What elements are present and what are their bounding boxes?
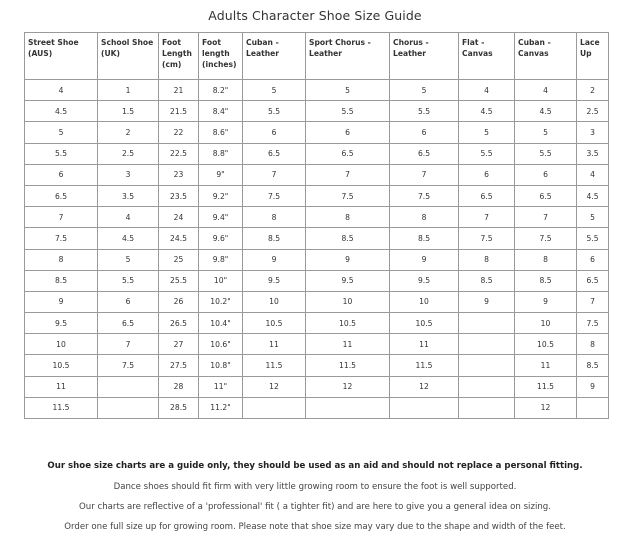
table-cell: 6 xyxy=(390,122,459,143)
table-cell: 10 xyxy=(243,291,306,312)
table-cell: 6 xyxy=(25,164,98,185)
table-cell: 9.2" xyxy=(199,185,243,206)
table-cell: 23 xyxy=(159,164,199,185)
table-cell: 9 xyxy=(577,376,609,397)
table-cell: 4 xyxy=(98,207,159,228)
table-row xyxy=(25,270,609,291)
table-cell: 5 xyxy=(306,80,390,101)
table-cell: 11.5 xyxy=(390,355,459,376)
table-cell: 11 xyxy=(306,334,390,355)
table-cell: 10.8" xyxy=(199,355,243,376)
table-cell: 11" xyxy=(199,376,243,397)
table-cell xyxy=(577,397,609,418)
table-cell: 9 xyxy=(25,291,98,312)
table-cell xyxy=(459,334,515,355)
table-cell xyxy=(306,397,390,418)
table-cell: 5.5 xyxy=(306,101,390,122)
table-cell: 10.5 xyxy=(306,313,390,334)
column-header: School Shoe (UK) xyxy=(98,33,159,80)
table-cell: 6.5 xyxy=(390,143,459,164)
table-row xyxy=(25,291,609,312)
column-header: Street Shoe (AUS) xyxy=(25,33,98,80)
table-row xyxy=(25,143,609,164)
table-cell: 25.5 xyxy=(159,270,199,291)
table-cell: 10.5 xyxy=(25,355,98,376)
table-row xyxy=(25,376,609,397)
page-title: Adults Character Shoe Size Guide xyxy=(208,8,422,23)
table-cell: 9.8" xyxy=(199,249,243,270)
table-cell: 5 xyxy=(390,80,459,101)
table-row xyxy=(25,185,609,206)
table-cell: 5 xyxy=(459,122,515,143)
table-cell: 4 xyxy=(25,80,98,101)
table-cell: 12 xyxy=(515,397,577,418)
table-cell: 3.5 xyxy=(98,185,159,206)
table-cell: 8.2" xyxy=(199,80,243,101)
table-body xyxy=(25,80,609,419)
table-cell: 9.4" xyxy=(199,207,243,228)
table-cell: 26 xyxy=(159,291,199,312)
table-cell: 10 xyxy=(306,291,390,312)
table-cell: 1 xyxy=(98,80,159,101)
table-cell: 23.5 xyxy=(159,185,199,206)
table-cell: 21 xyxy=(159,80,199,101)
table-cell: 5.5 xyxy=(577,228,609,249)
table-cell: 11.5 xyxy=(25,397,98,418)
table-header-row xyxy=(25,33,609,80)
table-cell: 5 xyxy=(577,207,609,228)
table-cell: 10 xyxy=(390,291,459,312)
table-cell: 4 xyxy=(515,80,577,101)
table-cell: 7.5 xyxy=(459,228,515,249)
note-professional-fit: Our charts are reflective of a 'professional' fit ( a tighter fit) and are here to give you a general idea on sizing. xyxy=(79,502,551,512)
table-cell: 7 xyxy=(25,207,98,228)
table-cell: 7.5 xyxy=(515,228,577,249)
table-cell: 8.5 xyxy=(577,355,609,376)
table-cell: 7 xyxy=(390,164,459,185)
table-row xyxy=(25,122,609,143)
table-cell: 7 xyxy=(515,207,577,228)
table-cell: 10.5 xyxy=(515,334,577,355)
table-cell: 27 xyxy=(159,334,199,355)
table-cell: 2.5 xyxy=(98,143,159,164)
table-cell: 8.4" xyxy=(199,101,243,122)
table-cell: 10.5 xyxy=(390,313,459,334)
table-cell: 7 xyxy=(577,291,609,312)
table-cell: 6.5 xyxy=(459,185,515,206)
table-cell: 11 xyxy=(25,376,98,397)
table-cell: 21.5 xyxy=(159,101,199,122)
table-cell: 22.5 xyxy=(159,143,199,164)
table-cell: 11 xyxy=(390,334,459,355)
table-cell: 8 xyxy=(306,207,390,228)
table-cell: 8.6" xyxy=(199,122,243,143)
disclaimer-bold: Our shoe size charts are a guide only, they should be used as an aid and should not replace a personal fitting. xyxy=(47,461,583,471)
table-cell: 8 xyxy=(515,249,577,270)
table-cell: 6.5 xyxy=(577,270,609,291)
table-cell: 4.5 xyxy=(459,101,515,122)
table-row xyxy=(25,334,609,355)
table-row xyxy=(25,397,609,418)
column-header: Cuban - Leather xyxy=(243,33,306,80)
table-row xyxy=(25,249,609,270)
column-header: Flat - Canvas xyxy=(459,33,515,80)
table-cell: 4 xyxy=(577,164,609,185)
table-cell: 5 xyxy=(243,80,306,101)
table-cell: 8 xyxy=(459,249,515,270)
table-cell: 5.5 xyxy=(515,143,577,164)
column-header: Sport Chorus - Leather xyxy=(306,33,390,80)
table-cell: 24.5 xyxy=(159,228,199,249)
table-cell xyxy=(459,313,515,334)
table-cell: 9 xyxy=(306,249,390,270)
table-cell: 7.5 xyxy=(390,185,459,206)
table-cell: 8.5 xyxy=(459,270,515,291)
table-cell: 10.6" xyxy=(199,334,243,355)
table-cell: 6 xyxy=(515,164,577,185)
table-cell: 27.5 xyxy=(159,355,199,376)
table-row xyxy=(25,80,609,101)
table-cell: 4.5 xyxy=(98,228,159,249)
table-cell: 4.5 xyxy=(577,185,609,206)
table-cell: 9.5 xyxy=(25,313,98,334)
table-cell: 7 xyxy=(459,207,515,228)
table-cell: 4 xyxy=(459,80,515,101)
table-cell: 7 xyxy=(98,334,159,355)
table-cell: 8.5 xyxy=(306,228,390,249)
table-cell: 8.8" xyxy=(199,143,243,164)
table-cell: 11.2" xyxy=(199,397,243,418)
column-header: Chorus - Leather xyxy=(390,33,459,80)
table-cell: 5 xyxy=(515,122,577,143)
column-header: Lace Up xyxy=(577,33,609,80)
table-cell: 8 xyxy=(25,249,98,270)
table-cell: 3.5 xyxy=(577,143,609,164)
table-cell: 11.5 xyxy=(306,355,390,376)
table-cell: 28.5 xyxy=(159,397,199,418)
table-cell: 6.5 xyxy=(515,185,577,206)
table-cell: 7 xyxy=(243,164,306,185)
table-cell: 9.5 xyxy=(243,270,306,291)
table-cell: 12 xyxy=(243,376,306,397)
table-cell: 9" xyxy=(199,164,243,185)
table-cell: 11 xyxy=(243,334,306,355)
table-cell xyxy=(459,355,515,376)
table-cell: 1.5 xyxy=(98,101,159,122)
table-cell: 2.5 xyxy=(577,101,609,122)
column-header: Foot length (inches) xyxy=(199,33,243,80)
table-cell xyxy=(98,397,159,418)
table-cell: 6.5 xyxy=(306,143,390,164)
table-cell: 10" xyxy=(199,270,243,291)
table-cell: 5.5 xyxy=(98,270,159,291)
size-guide-table xyxy=(24,32,609,419)
table-cell: 10.4" xyxy=(199,313,243,334)
table-cell: 9 xyxy=(390,249,459,270)
table-cell: 4.5 xyxy=(25,101,98,122)
table-cell: 11.5 xyxy=(515,376,577,397)
table-cell: 6 xyxy=(459,164,515,185)
note-growing-room: Order one full size up for growing room. Please note that shoe size may vary due to the shape and width of the feet. xyxy=(64,522,566,532)
table-cell: 6 xyxy=(577,249,609,270)
table-cell: 9.5 xyxy=(306,270,390,291)
table-cell: 25 xyxy=(159,249,199,270)
table-cell: 8.5 xyxy=(25,270,98,291)
table-cell: 5.5 xyxy=(25,143,98,164)
table-row xyxy=(25,228,609,249)
table-cell: 7.5 xyxy=(306,185,390,206)
note-fit: Dance shoes should fit firm with very little growing room to ensure the foot is well supported. xyxy=(113,482,517,492)
table-cell: 3 xyxy=(98,164,159,185)
table-cell: 7.5 xyxy=(98,355,159,376)
table-row xyxy=(25,355,609,376)
table-cell: 5.5 xyxy=(459,143,515,164)
table-cell xyxy=(98,376,159,397)
table-cell: 7.5 xyxy=(577,313,609,334)
table-cell: 7 xyxy=(306,164,390,185)
table-cell: 8 xyxy=(577,334,609,355)
table-cell: 12 xyxy=(306,376,390,397)
table-cell: 6 xyxy=(306,122,390,143)
table-row xyxy=(25,164,609,185)
table-cell xyxy=(459,376,515,397)
table-row xyxy=(25,313,609,334)
table-cell: 6.5 xyxy=(243,143,306,164)
table-cell: 7.5 xyxy=(25,228,98,249)
table-row xyxy=(25,101,609,122)
table-cell: 8 xyxy=(243,207,306,228)
table-cell: 12 xyxy=(390,376,459,397)
table-cell: 6.5 xyxy=(98,313,159,334)
table-cell: 9.6" xyxy=(199,228,243,249)
table-cell: 5 xyxy=(25,122,98,143)
table-cell: 8.5 xyxy=(243,228,306,249)
table-cell: 7.5 xyxy=(243,185,306,206)
table-cell: 9.5 xyxy=(390,270,459,291)
table-cell: 6 xyxy=(243,122,306,143)
table-cell: 9 xyxy=(459,291,515,312)
table-cell: 9 xyxy=(243,249,306,270)
table-cell: 10.2" xyxy=(199,291,243,312)
table-cell: 22 xyxy=(159,122,199,143)
table-cell: 8.5 xyxy=(390,228,459,249)
table-cell: 10.5 xyxy=(243,313,306,334)
table-cell: 11 xyxy=(515,355,577,376)
table-cell: 9 xyxy=(515,291,577,312)
table-cell: 6.5 xyxy=(25,185,98,206)
table-cell: 24 xyxy=(159,207,199,228)
table-cell: 4.5 xyxy=(515,101,577,122)
table-cell: 8 xyxy=(390,207,459,228)
table-cell: 8.5 xyxy=(515,270,577,291)
table-cell: 5 xyxy=(98,249,159,270)
table-cell: 10 xyxy=(515,313,577,334)
table-cell: 26.5 xyxy=(159,313,199,334)
table-cell xyxy=(459,397,515,418)
table-cell: 10 xyxy=(25,334,98,355)
table-cell: 28 xyxy=(159,376,199,397)
table-cell: 2 xyxy=(98,122,159,143)
table-cell: 11.5 xyxy=(243,355,306,376)
column-header: Foot Length (cm) xyxy=(159,33,199,80)
column-header: Cuban - Canvas xyxy=(515,33,577,80)
table-cell: 5.5 xyxy=(243,101,306,122)
table-row xyxy=(25,207,609,228)
table-cell: 3 xyxy=(577,122,609,143)
table-cell xyxy=(243,397,306,418)
table-cell: 2 xyxy=(577,80,609,101)
table-cell: 6 xyxy=(98,291,159,312)
table-cell: 5.5 xyxy=(390,101,459,122)
table-cell xyxy=(390,397,459,418)
